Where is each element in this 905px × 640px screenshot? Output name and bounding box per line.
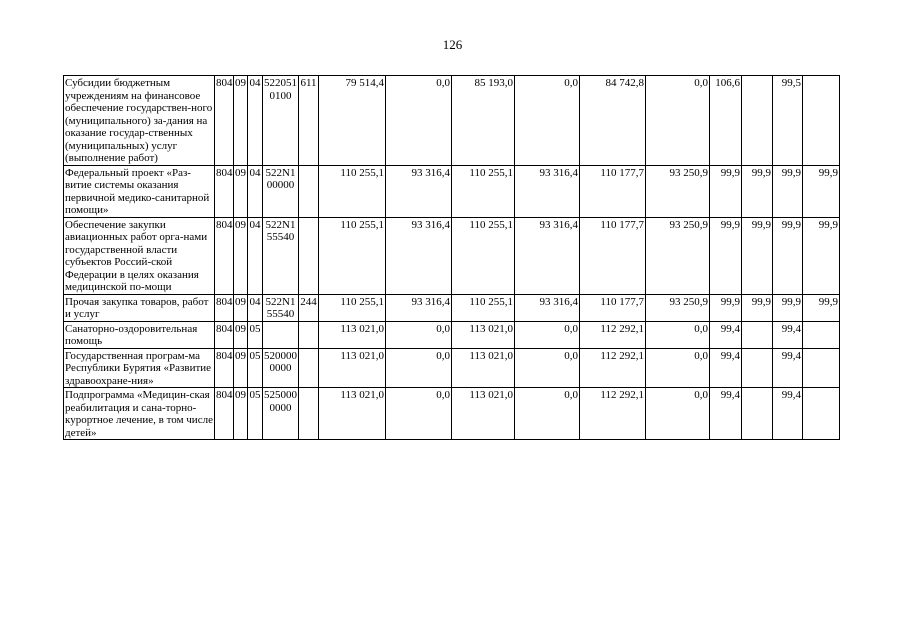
value-6-cell: 0,0 <box>646 76 710 166</box>
percent-1-cell: 99,4 <box>710 388 742 440</box>
rz-cell: 09 <box>234 348 248 388</box>
page-number: 126 <box>442 37 463 52</box>
rz-cell: 09 <box>234 388 248 440</box>
percent-3-cell: 99,9 <box>773 294 803 321</box>
value-4-cell: 93 316,4 <box>515 294 580 321</box>
percent-1-cell: 99,4 <box>710 321 742 348</box>
value-5-cell: 84 742,8 <box>580 76 646 166</box>
percent-2-cell: 99,9 <box>742 294 773 321</box>
value-1-cell: 113 021,0 <box>319 348 386 388</box>
value-5-cell: 110 177,7 <box>580 217 646 294</box>
grbs-cell: 804 <box>215 217 234 294</box>
value-4-cell: 93 316,4 <box>515 165 580 217</box>
percent-4-cell: 99,9 <box>803 294 840 321</box>
value-5-cell: 112 292,1 <box>580 348 646 388</box>
row-name-cell: Подпрограмма «Медицин-ская реабилитация и сана-торно-курортное лечение, в том числе детей» <box>65 389 213 439</box>
percent-2-cell: 99,9 <box>742 217 773 294</box>
vr-cell: 611 <box>299 76 319 166</box>
grbs-cell: 804 <box>215 165 234 217</box>
table-row <box>64 388 840 440</box>
value-1-cell: 113 021,0 <box>319 388 386 440</box>
grbs-cell: 804 <box>215 388 234 440</box>
value-6-cell: 0,0 <box>646 348 710 388</box>
rz-cell: 09 <box>234 76 248 166</box>
csr-cell <box>263 321 299 348</box>
value-6-cell: 0,0 <box>646 388 710 440</box>
value-1-cell: 110 255,1 <box>319 165 386 217</box>
pr-cell: 04 <box>248 165 263 217</box>
percent-2-cell: 99,9 <box>742 165 773 217</box>
rz-cell: 09 <box>234 321 248 348</box>
value-1-cell: 79 514,4 <box>319 76 386 166</box>
percent-2-cell <box>742 388 773 440</box>
percent-3-cell: 99,4 <box>773 348 803 388</box>
percent-2-cell <box>742 76 773 166</box>
pr-cell: 04 <box>248 217 263 294</box>
grbs-cell: 804 <box>215 294 234 321</box>
csr-cell: 5200000000 <box>263 348 299 388</box>
value-2-cell: 93 316,4 <box>386 294 452 321</box>
percent-4-cell <box>803 388 840 440</box>
pr-cell: 05 <box>248 388 263 440</box>
grbs-cell: 804 <box>215 76 234 166</box>
value-3-cell: 85 193,0 <box>452 76 515 166</box>
pr-cell: 05 <box>248 348 263 388</box>
value-6-cell: 93 250,9 <box>646 294 710 321</box>
row-name-cell: Федеральный проект «Раз-витие системы оказания первичной медико-санитарной помощи» <box>64 165 215 217</box>
value-6-cell: 0,0 <box>646 321 710 348</box>
value-2-cell: 0,0 <box>386 388 452 440</box>
rz-cell: 09 <box>234 165 248 217</box>
row-name-cell: Санаторно-оздоровительная помощь <box>64 321 215 348</box>
percent-1-cell: 106,6 <box>710 76 742 166</box>
pr-cell: 05 <box>248 321 263 348</box>
value-4-cell: 0,0 <box>515 321 580 348</box>
percent-4-cell: 99,9 <box>803 217 840 294</box>
value-4-cell: 0,0 <box>515 76 580 166</box>
row-name-cell: Государственная програм-ма Республики Бурятия «Развитие здравоохране-ния» <box>64 348 215 388</box>
table-body <box>64 76 840 440</box>
grbs-cell: 804 <box>215 348 234 388</box>
vr-cell <box>299 388 319 440</box>
percent-4-cell <box>803 76 840 166</box>
percent-3-cell: 99,4 <box>773 388 803 440</box>
csr-cell: 522N155540 <box>263 294 299 321</box>
value-4-cell: 0,0 <box>515 348 580 388</box>
pr-cell: 04 <box>248 294 263 321</box>
rz-cell: 09 <box>234 294 248 321</box>
table-row <box>64 321 840 348</box>
value-3-cell: 113 021,0 <box>452 348 515 388</box>
percent-3-cell: 99,9 <box>773 217 803 294</box>
row-name-cell: Обеспечение закупки авиационных работ орга-нами государственной власти субъектов Россий-ской Федерации в целях оказания медицинской по-мощи <box>64 217 215 294</box>
value-1-cell: 110 255,1 <box>319 217 386 294</box>
table-row <box>64 76 840 166</box>
table-row <box>64 165 840 217</box>
vr-cell <box>299 165 319 217</box>
percent-3-cell: 99,5 <box>773 76 803 166</box>
value-2-cell: 93 316,4 <box>386 165 452 217</box>
value-2-cell: 0,0 <box>386 321 452 348</box>
csr-cell: 522N100000 <box>263 165 299 217</box>
table-row <box>64 348 840 388</box>
value-5-cell: 110 177,7 <box>580 165 646 217</box>
percent-2-cell <box>742 321 773 348</box>
vr-cell: 244 <box>299 294 319 321</box>
csr-cell: 5220510100 <box>263 76 299 166</box>
value-6-cell: 93 250,9 <box>646 217 710 294</box>
row-name-cell: Субсидии бюджетным учреждениям на финансовое обеспечение государствен-ного (муниципального) за-дания на оказание государ-ственных (муниципальных) услуг (выполнение работ) <box>64 76 215 166</box>
value-1-cell: 110 255,1 <box>319 294 386 321</box>
csr-cell: 5250000000 <box>263 388 299 440</box>
value-5-cell: 112 292,1 <box>580 388 646 440</box>
percent-1-cell: 99,9 <box>710 165 742 217</box>
percent-4-cell <box>803 348 840 388</box>
percent-4-cell: 99,9 <box>803 165 840 217</box>
value-1-cell: 113 021,0 <box>319 321 386 348</box>
value-5-cell: 110 177,7 <box>580 294 646 321</box>
value-3-cell: 110 255,1 <box>452 294 515 321</box>
row-name-cell: Прочая закупка товаров, работ и услуг <box>64 294 215 321</box>
value-3-cell: 110 255,1 <box>452 217 515 294</box>
rz-cell: 09 <box>234 217 248 294</box>
percent-2-cell <box>742 348 773 388</box>
value-5-cell: 112 292,1 <box>580 321 646 348</box>
vr-cell <box>299 321 319 348</box>
percent-4-cell <box>803 321 840 348</box>
percent-1-cell: 99,4 <box>710 348 742 388</box>
value-2-cell: 0,0 <box>386 76 452 166</box>
value-3-cell: 113 021,0 <box>452 388 515 440</box>
vr-cell <box>299 217 319 294</box>
vr-cell <box>299 348 319 388</box>
value-4-cell: 0,0 <box>515 388 580 440</box>
grbs-cell: 804 <box>215 321 234 348</box>
value-2-cell: 0,0 <box>386 348 452 388</box>
percent-1-cell: 99,9 <box>710 217 742 294</box>
pr-cell: 04 <box>248 76 263 166</box>
budget-table <box>63 75 840 440</box>
table-row <box>64 217 840 294</box>
csr-cell: 522N155540 <box>263 217 299 294</box>
value-4-cell: 93 316,4 <box>515 217 580 294</box>
value-2-cell: 93 316,4 <box>386 217 452 294</box>
percent-1-cell: 99,9 <box>710 294 742 321</box>
percent-3-cell: 99,4 <box>773 321 803 348</box>
percent-3-cell: 99,9 <box>773 165 803 217</box>
value-3-cell: 113 021,0 <box>452 321 515 348</box>
value-6-cell: 93 250,9 <box>646 165 710 217</box>
table-row <box>64 294 840 321</box>
value-3-cell: 110 255,1 <box>452 165 515 217</box>
